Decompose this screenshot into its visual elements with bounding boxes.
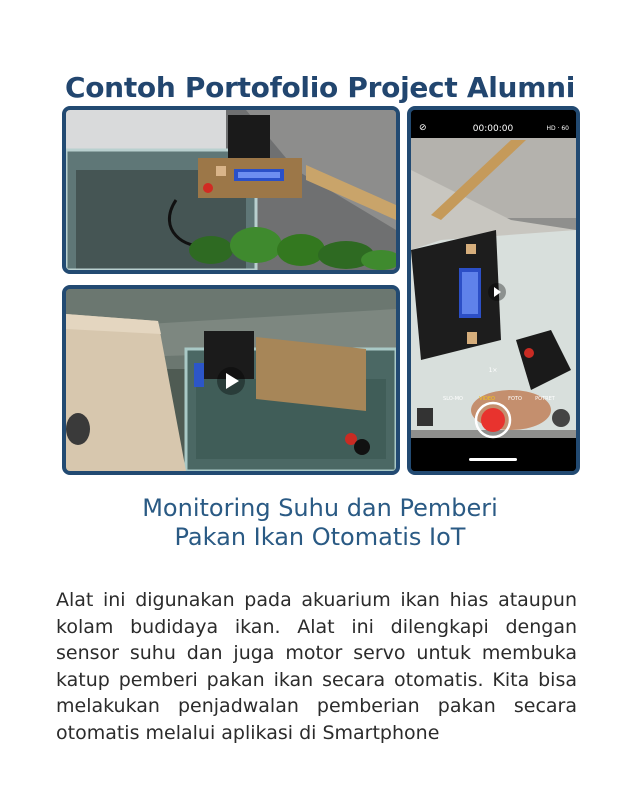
phone-camera-illustration [411,110,576,471]
project-description: Alat ini digunakan pada akuarium ikan hias ataupun kolam budidaya ikan. Alat ini dilengkapi dengan sensor suhu dan juga motor servo untuk membuka katup pemberi pakan ikan secara otomatis. Kita bisa melakukan penjadwalan pemberian pakan secara otomatis melalui aplikasi di Smartphone [56,589,577,744]
project-title-line2: Pakan Ikan Otomatis IoT [174,523,466,551]
project-title [0,494,640,552]
project-photo-aquarium-video[interactable] [62,285,400,475]
aquarium-top-illustration [66,110,396,270]
record-button[interactable] [476,403,510,437]
flash-off-icon[interactable]: ⊘ [419,123,427,133]
recording-timer: 00:00:00 [472,124,514,134]
camera-mode-foto[interactable]: FOTO [508,396,522,402]
zoom-indicator[interactable]: 1× [488,367,498,374]
home-indicator [469,458,517,461]
project-title-line1: Monitoring Suhu dan Pemberi [142,494,498,522]
gallery-thumbnail[interactable] [417,408,433,426]
switch-camera-icon[interactable] [552,409,570,427]
page-title: Contoh Portofolio Project Alumni [65,70,575,104]
camera-mode-slomo[interactable]: SLO-MO [443,396,463,402]
video-quality-label[interactable]: HD · 60 [546,125,569,132]
camera-mode-video[interactable]: VIDEO [479,396,495,402]
project-photo-phone-camera [407,106,580,475]
project-photo-aquarium-top [62,106,400,274]
camera-mode-potret[interactable]: POTRET [535,396,555,402]
aquarium-video-illustration [66,289,396,471]
